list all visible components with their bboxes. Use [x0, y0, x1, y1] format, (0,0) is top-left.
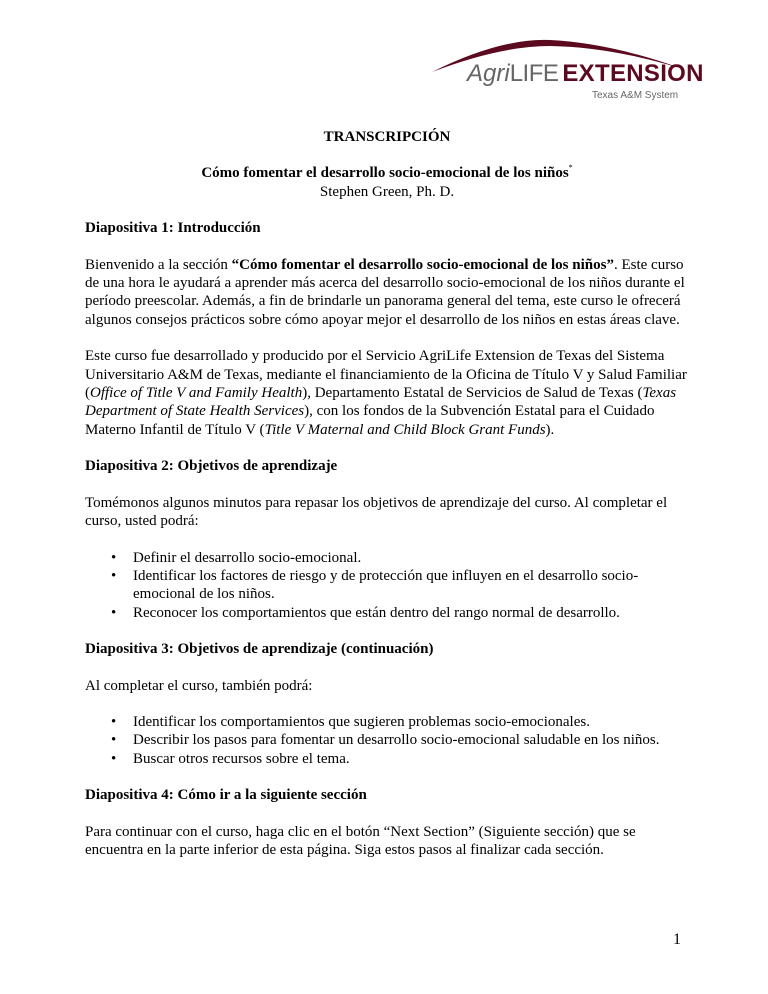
slide2-heading: Diapositiva 2: Objetivos de aprendizaje [85, 458, 338, 475]
slide1-heading: Diapositiva 1: Introducción [85, 220, 261, 237]
slide3-heading: Diapositiva 3: Objetivos de aprendizaje (continuación) [85, 641, 434, 658]
author: Stephen Green, Ph. D. [319, 183, 455, 200]
slide3-intro: Al completar el curso, también podrá: [85, 677, 313, 694]
slide1-p2-b: Office of Title V and Family Health [90, 385, 303, 402]
list-item: • Buscar otros recursos sobre el tema. [133, 750, 689, 768]
page-number: 1 [673, 931, 681, 948]
list-item: • Describir los pasos para fomentar un desarrollo socio-emocional saludable en los niños. [133, 731, 689, 749]
document-title: TRANSCRIPCIÓN [323, 129, 451, 145]
slide1-p1-a: Bienvenido a la sección [85, 256, 232, 273]
list-item: • Definir el desarrollo socio-emocional. [133, 549, 689, 567]
logo-wordmark [467, 62, 704, 86]
slide2-objectives-list [85, 549, 689, 623]
slide3-objectives-list [85, 713, 689, 768]
slide1-p1-course-name: “Cómo fomentar el desarrollo socio-emocional de los niños” [231, 256, 614, 273]
logo-life: LIFE [509, 60, 559, 87]
slide1-p1-c: . Este curso de una hora le ayudará a aprender más acerca del desarrollo socio-emocional de los niños durante el período preescolar. Además, a fin de brindarle un panorama general del tema, este curso le ofrecerá algunos consejos prácticos sobre cómo apoyar mejor el desarrollo de los niños en estas áreas clave. [85, 256, 685, 328]
slide1-paragraph-1 [85, 256, 689, 330]
slide4-text: Para continuar con el curso, haga clic en el botón “Next Section” (Siguiente sección) que se encuentra en la parte inferior de esta página. Siga estos pasos al finalizar cada sección. [85, 823, 636, 858]
document-body [85, 128, 689, 859]
logo-system: Texas A&M System [592, 90, 679, 101]
document-subtitle [85, 164, 689, 201]
slide1-p2-f: Title V Maternal and Child Block Grant Funds [264, 421, 546, 438]
list-item: • Identificar los factores de riesgo y de protección que influyen en el desarrollo socio-emocional de los niños. [133, 567, 689, 604]
subtitle-text: Cómo fomentar el desarrollo socio-emocional de los niños [201, 165, 569, 182]
slide1-paragraph-2 [85, 347, 689, 439]
slide1-p2-c: ), Departamento Estatal de Servicios de Salud de Texas ( [302, 385, 643, 402]
slide1-p2-g: ). [545, 421, 555, 438]
logo-agri: Agri [467, 60, 510, 87]
footnote-mark: * [568, 163, 573, 173]
slide1-p2-a: Este curso fue desarrollado y producido por el Servicio AgriLife Extension de Texas del Sistema Universitario A&M de Texas, mediante el financiamiento de la Oficina de Título V y Salud Familiar ( [85, 348, 687, 402]
logo-extension: EXTENSION [562, 60, 704, 87]
slide2-intro: Tomémonos algunos minutos para repasar los objetivos de aprendizaje del curso. Al completar el curso, usted podrá: [85, 494, 668, 530]
list-item: • Identificar los comportamientos que sugieren problemas socio-emocionales. [133, 713, 689, 731]
slide4-heading: Diapositiva 4: Cómo ir a la siguiente sección [85, 787, 367, 804]
slide1-p2-d: Texas Department of State Health Services [85, 385, 677, 420]
agrilife-extension-logo [430, 34, 704, 104]
slide1-p2-e: ), con los fondos de la Subvención Estatal para el Cuidado Materno Infantil de Título V ( [85, 403, 655, 438]
list-item: • Reconocer los comportamientos que están dentro del rango normal de desarrollo. [133, 604, 689, 622]
